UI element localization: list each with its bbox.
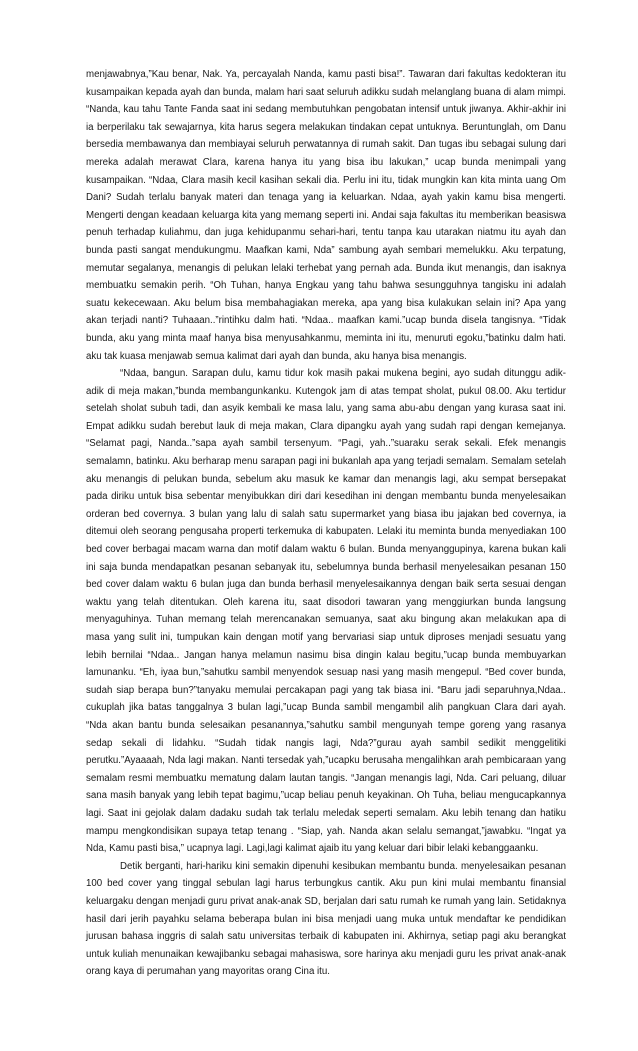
- document-page: [86, 66, 566, 981]
- paragraph-3: Detik berganti, hari-hariku kini semakin dipenuhi kesibukan membantu bunda. menyelesaikan pesanan 100 bed cover yang tinggal sebulan lagi harus terbungkus cantik. Aku pun kini mulai membantu finansial keluargaku dengan menjadi guru privat anak-anak SD, berjalan dari satu rumah ke rumah yang lain. Setidaknya hasil dari jerih payahku selama beberapa bulan ini bisa menjadi uang muka untuk mendaftar ke pendidikan jurusan bahasa inggris di salah satu universitas terbaik di kabupaten ini. Akhirnya, setiap pagi aku berangkat untuk kuliah menunaikan kewajibanku sebagai mahasiswa, sore harinya aku menjadi guru les privat anak-anak orang kaya di perumahan yang mayoritas orang Cina itu.: [86, 860, 566, 978]
- paragraph-1: menjawabnya,”Kau benar, Nak. Ya, percayalah Nanda, kamu pasti bisa!”. Tawaran dari fakultas kedokteran itu kusampaikan kepada ayah dan bunda, malam hari saat seluruh adikku sudah melanglang buana di alam mimpi. “Nanda, kau tahu Tante Fanda saat ini sedang membutuhkan pengobatan intensif untuk jiwanya. Akhir-akhir ini ia berperilaku tak sewajarnya, kita harus segera melakukan tindakan cepat untuknya. Beruntunglah, om Danu bersedia membawanya dan membiayai seluruh perwatannya di rumah sakit. Dan tugas ibu sebagai sulung dari mereka adalah merawat Clara, karena hanya itu yang bisa ibu lakukan,” ucap bunda menimpali yang kusampaikan. “Ndaa, Clara masih kecil kasihan sekali dia. Perlu ini itu, tidak mungkin kan kita minta uang Om Dani? Sudah terlalu banyak materi dan tenaga yang ia keluarkan. Ndaa, ayah yakin kamu bisa mengerti. Mengerti dengan keadaan keluarga kita yang memang seperti ini. Andai saja fakultas itu memberikan beasiswa penuh terhadap kuliahmu, dan juga kehidupanmu sehari-hari, tentu tanpa kau utarakan niatmu itu ayah dan bunda pasti sangat mendukungmu. Maafkan kami, Nda” sambung ayah sembari memelukku. Aku terpatung, memutar segalanya, menangis di pelukan lelaki terhebat yang pernah ada. Bunda ikut menangis, dan isaknya membuatku semakin perih. “Oh Tuhan, hanya Engkau yang tahu bahwa sesungguhnya tangisku ini adalah suatu kekecewaan. Aku belum bisa membahagiakan mereka, apa yang bisa kulakukan selain ini? Apa yang akan terjadi nanti? Tuhaaan..”rintihku dalm hati. “Ndaa.. maafkan kami.”ucap bunda disela tangisnya. “Tidak bunda, aku yang minta maaf hanya bisa menyusahkanmu, meminta ini itu, menuruti egoku,”batinku dalm hati. aku tak kuasa menjawab semua kalimat dari ayah dan bunda, aku hanya bisa menangis.: [86, 69, 566, 362]
- paragraph-2: “Ndaa, bangun. Sarapan dulu, kamu tidur kok masih pakai mukena begini, ayo sudah ditunggu adik-adik di meja makan,”bunda membangunkanku. Kutengok jam di atas tempat sholat, pukul 08.00. Aku tertidur setelah sholat subuh tadi, dan asyik kembali ke masa lalu, yang sama abu-abu dengan yang kurasa saat ini. Empat adikku sudah berebut lauk di meja makan, Clara dipangku ayah yang sudah rapi dengan kemejanya. “Selamat pagi, Nanda..”sapa ayah sambil tersenyum. “Pagi, yah..”suaraku serak sekali. Efek menangis semalamn, batinku. Aku berharap menu sarapan pagi ini bukanlah apa yang terjadi semalam. Semalam setelah aku menangis di pelukan bunda, sebelum aku masuk ke kamar dan menangis lagi, aku sempat bersepakat pada diriku untuk bisa sebentar menyibukkan diri dari kesedihan ini dengan membantu bunda menyelesaikan orderan bed covernya. 3 bulan yang lalu di salah satu supermarket yang biasa ibu jajakan bed covernya, ia ditemui oleh seorang pengusaha properti terkemuka di kabupaten. Lelaki itu meminta bunda menyediakan 100 bed cover berbagai macam warna dan motif dalam waktu 6 bulan. Bunda menyanggupinya, karena bukan kali ini saja bunda mendapatkan pesanan sebanyak itu, sebelumnya bunda berhasil menyelesaikan pesanan 150 bed cover dalam waktu 6 bulan juga dan bunda berhasil menyelesaikannya dengan baik serta sesuai dengan waktu yang telah ditentukan. Oleh karena itu, saat disodori tawaran yang menggiurkan bunda langsung menyaguhinya. Tuhan memang telah merencanakan semuanya, saat aku bingung akan melakukan apa di masa yang sulit ini, tumpukan kain dengan motif yang bervariasi siap untuk diproses menjadi sesuatu yang lebih bernilai “Ndaa.. Jangan hanya melamun nasimu bisa dingin kalau begitu,”ucap bunda membuyarkan lamunanku. “Eh, iyaa bun,”sahutku sambil menyendok sesuap nasi yang masih mengepul. “Bed cover bunda, sudah siap berapa bun?”tanyaku memulai percakapan pagi yang tak biasa ini. “Baru jadi separuhnya,Ndaa.. cukuplah jika batas tanggalnya 3 bulan lagi,”ucap Bunda sambil mengambil alih pangkuan Clara dari ayah. “Nda akan bantu bunda selesaikan pesanannya,”sahutku sambil mengunyah tempe goreng yang rasanya sedap sekali di lidahku. “Sudah tidak nangis lagi, Nda?”gurau ayah sambil sedikit menggelitiki perutku.”Ayaaaah, Nda lagi makan. Nanti tersedak yah,”ucapku berusaha mengalihkan arah pembicaraan yang semalam resmi membuatku mematung dalam lautan tangis. “Jangan menangis lagi, Nda. Cari peluang, diluar sana masih banyak yang lebih tepat bagimu,”ucap beliau penuh keyakinan. Oh Tuha, beliau mengucapkannya lagi. Saat ini gejolak dalam dadaku sudah tak terlalu meledak seperti semalam. Aku lebih tenang dan hatiku mampu mengkondisikan supaya tetap tenang . “Siap, yah. Nanda akan selalu semangat,”jawabku. “Ingat ya Nda, Kamu pasti bisa,” ucapnya lagi. Lagi,lagi kalimat ajaib itu yang keluar dari bibir lelaki kebanggaanku.: [86, 368, 566, 855]
